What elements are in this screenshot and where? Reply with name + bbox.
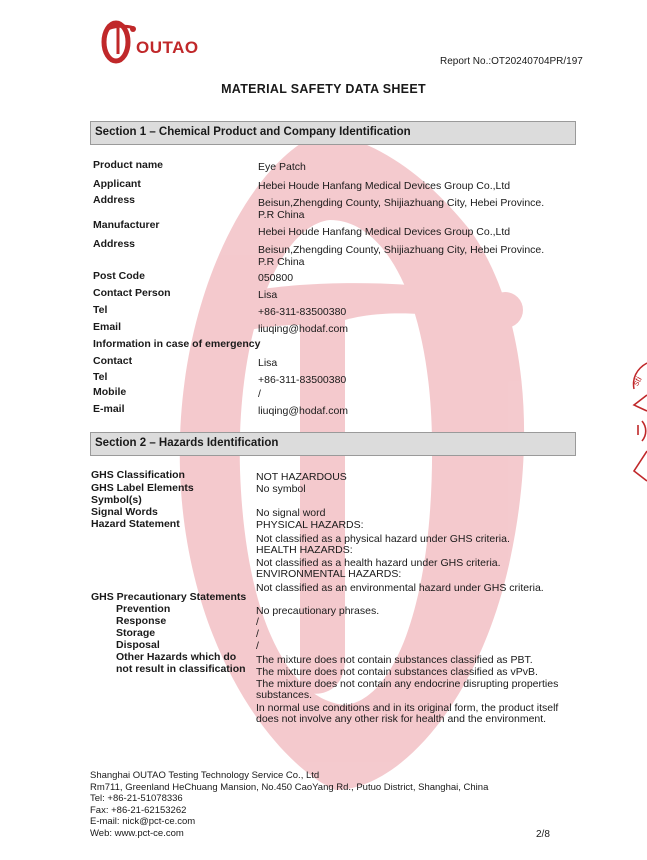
value-other-hazards-line1: The mixture does not contain substances classified as PBT. [256,654,533,666]
value-applicant: Hebei Houde Hanfang Medical Devices Group Co.,Ltd [258,180,511,192]
label-symbols: Symbol(s) [91,494,142,506]
value-post-code: 050800 [258,272,294,284]
label-hazard-statement: Hazard Statement [91,518,180,530]
section-2-header [90,432,576,456]
footer-tel: Tel: +86-21-51078336 [90,793,183,804]
svg-text:sti: sti [630,374,644,388]
value-other-hazards-line5: In normal use conditions and in its original form, the product itself [256,702,559,714]
footer-email: E-mail: nick@pct-ce.com [90,816,196,827]
value-email: liuqing@hodaf.com [258,323,349,335]
value-applicant-address-line1: Beisun,Zhengding County, Shijiazhuang City, Hebei Province. [258,197,545,209]
label-post-code: Post Code [93,270,145,282]
brand-name: OUTAO [136,38,199,57]
label-contact-person: Contact Person [93,287,171,299]
label-applicant: Applicant [93,178,141,190]
label-prevention: Prevention [116,603,171,615]
value-emergency-email: liuqing@hodaf.com [258,405,349,417]
label-precautionary-statements: GHS Precautionary Statements [91,591,247,603]
report-number: Report No.:OT20240704PR/197 [440,56,583,67]
label-emergency-contact: Contact [93,355,133,367]
value-hazard-line4: Not classified as a health hazard under GHS criteria. [256,557,501,569]
value-product-name: Eye Patch [258,161,306,173]
label-disposal: Disposal [116,639,160,651]
label-applicant-address: Address [93,194,136,206]
label-other-hazards-line1: Other Hazards which do [116,651,237,663]
value-hazard-line1: PHYSICAL HAZARDS: [256,519,364,531]
label-email: Email [93,321,122,333]
value-other-hazards-line6: does not involve any other risk for health and the environment. [256,713,547,725]
footer-company-info [90,770,488,839]
footer-web: Web: www.pct-ce.com [90,827,184,839]
value-prevention: No precautionary phrases. [256,605,380,617]
value-manufacturer: Hebei Houde Hanfang Medical Devices Group Co.,Ltd [258,226,511,238]
label-other-hazards-line2: not result in classification [116,663,246,675]
value-manufacturer-address-line2: P.R China [258,256,305,268]
value-ghs-classification: NOT HAZARDOUS [256,471,347,483]
value-other-hazards-line4: substances. [256,689,313,701]
value-hazard-line3: HEALTH HAZARDS: [256,544,353,556]
value-response: / [256,616,259,628]
value-other-hazards-line3: The mixture does not contain any endocrine disrupting properties [256,678,559,690]
value-tel: +86-311-83500380 [258,306,347,318]
section-1-header [90,121,576,145]
label-emergency-tel: Tel [93,371,108,383]
footer-address: Rm711, Greenland HeChuang Mansion, No.450 CaoYang Rd., Putuo District, Shanghai, China [90,781,489,793]
label-storage: Storage [116,627,156,639]
value-ghs-label-elements: No symbol [256,483,306,495]
value-applicant-address-line2: P.R China [258,209,305,221]
label-ghs-classification: GHS Classification [91,469,185,481]
value-contact-person: Lisa [258,289,278,301]
label-response: Response [116,615,167,627]
label-signal-words: Signal Words [91,506,158,518]
footer-company-name: Shanghai OUTAO Testing Technology Service Co., Ltd [90,770,320,781]
value-signal-words: No signal word [256,507,326,519]
document-title: MATERIAL SAFETY DATA SHEET [221,82,426,96]
section-2-title: Section 2 – Hazards Identification [95,437,279,449]
page-number: 2/8 [536,829,550,840]
value-emergency-tel: +86-311-83500380 [258,374,347,386]
footer-fax: Fax: +86-21-62153262 [90,804,187,816]
label-tel: Tel [93,304,108,316]
value-mobile: / [258,388,261,400]
value-emergency-contact: Lisa [258,357,278,369]
label-emergency-email: E-mail [93,403,125,415]
value-hazard-line6: Not classified as an environmental hazard under GHS criteria. [256,582,544,594]
section-1-title: Section 1 – Chemical Product and Company Identification [95,126,411,138]
label-product-name: Product name [93,159,164,171]
side-stamp [628,355,647,495]
label-ghs-label-elements: GHS Label Elements [91,482,194,494]
label-emergency-info: Information in case of emergency [93,338,261,350]
value-hazard-line2: Not classified as a physical hazard under GHS criteria. [256,533,510,545]
value-hazard-line5: ENVIRONMENTAL HAZARDS: [256,568,402,580]
value-manufacturer-address-line1: Beisun,Zhengding County, Shijiazhuang City, Hebei Province. [258,244,545,256]
outao-logo-icon [100,14,136,64]
label-manufacturer: Manufacturer [93,219,160,231]
value-storage: / [256,628,259,640]
value-disposal: / [256,640,259,652]
label-mobile: Mobile [93,386,127,398]
label-manufacturer-address: Address [93,238,136,250]
value-other-hazards-line2: The mixture does not contain substances classified as vPvB. [256,666,538,678]
